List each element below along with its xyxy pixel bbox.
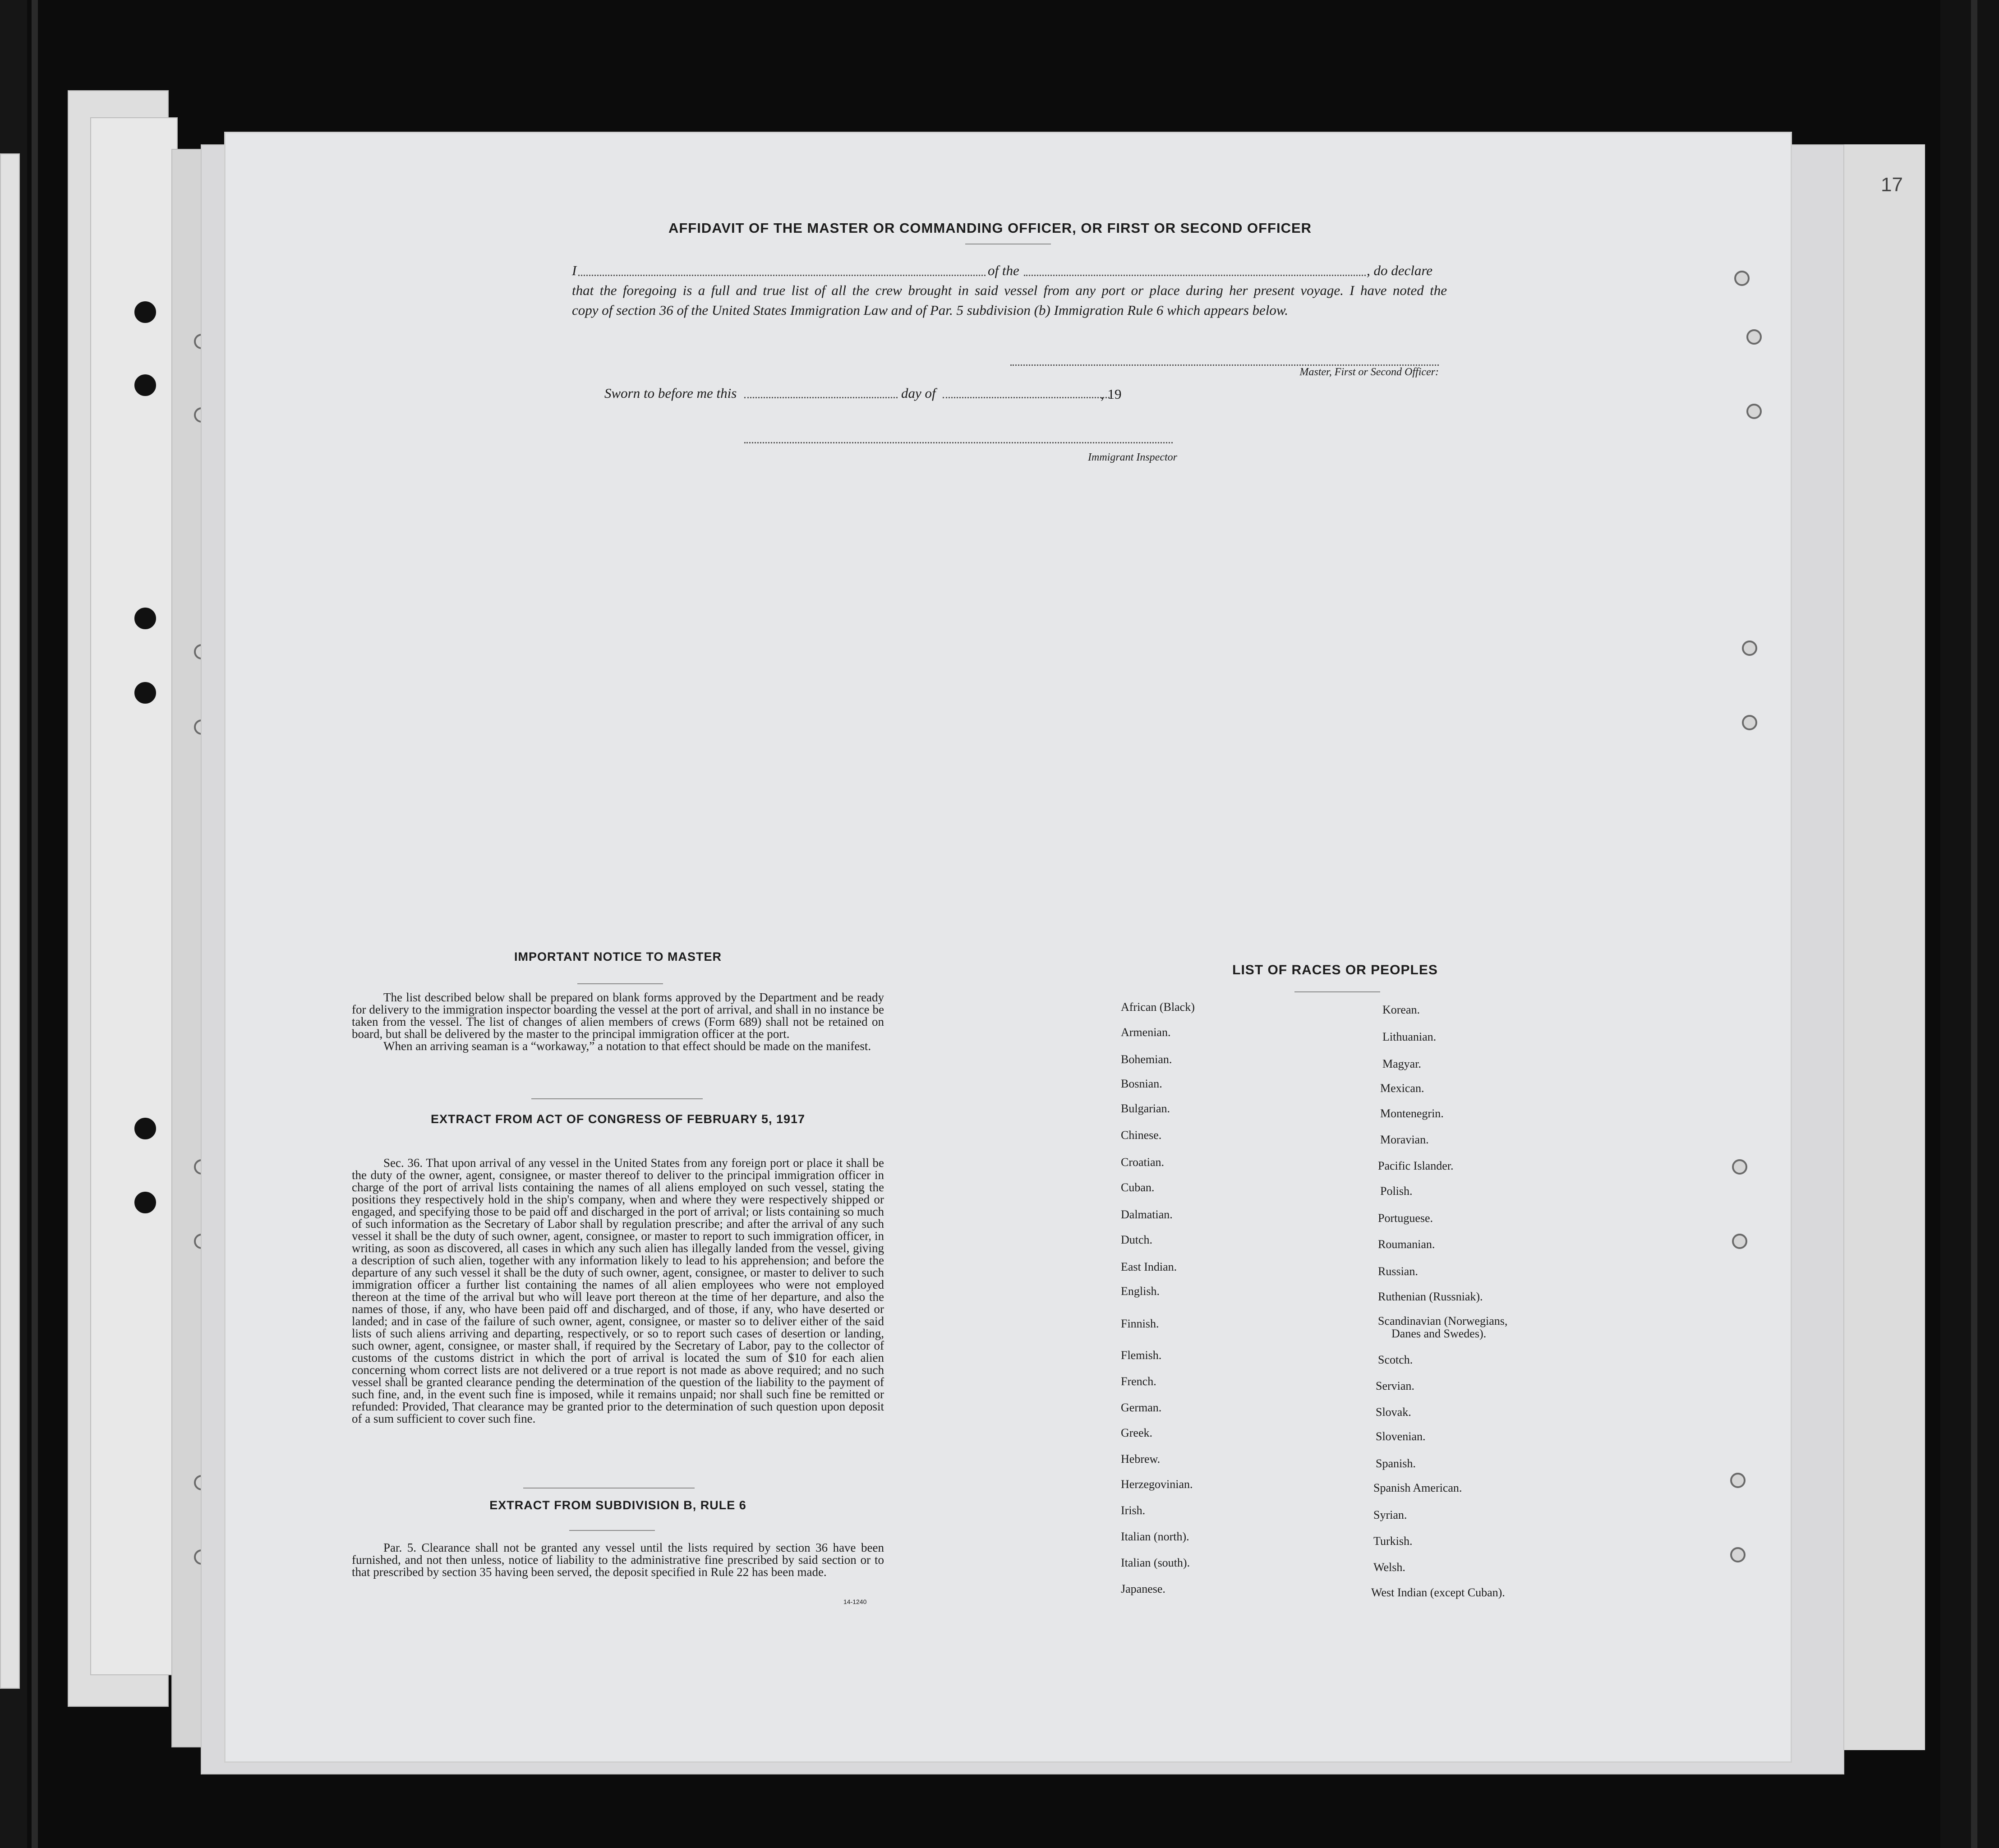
race-item: Syrian. xyxy=(1373,1508,1407,1521)
affidavit-declare: , do declare xyxy=(1367,263,1433,278)
race-item: Dutch. xyxy=(1121,1233,1153,1246)
race-item: Flemish. xyxy=(1121,1349,1162,1362)
race-item: Portuguese. xyxy=(1378,1212,1433,1225)
race-item: Magyar. xyxy=(1382,1057,1421,1070)
race-item: Scotch. xyxy=(1378,1353,1413,1366)
race-item: Lithuanian. xyxy=(1382,1030,1437,1043)
notice-paragraph-1: The list described below shall be prepared on blank forms approved by the Department and be ready for delivery to the immigration inspector boarding the vessel at the port of arrival, and shall in no instance be taken from the vessel. The list of changes of alien members of crews (Form 689) shall not be retained on board, but shall be delivered by the master to the principal immigration officer at the port. xyxy=(352,991,884,1041)
race-item: Japanese. xyxy=(1121,1582,1165,1595)
race-item: Spanish. xyxy=(1376,1457,1416,1470)
affidavit-i: I xyxy=(572,263,577,278)
film-strip-left xyxy=(32,0,38,1848)
race-item: Bohemian. xyxy=(1121,1053,1172,1066)
race-item: Chinese. xyxy=(1121,1129,1162,1142)
races-rule xyxy=(1294,991,1380,992)
affidavit-title: AFFIDAVIT OF THE MASTER OR COMMANDING OFFICER, OR FIRST OR SECOND OFFICER xyxy=(668,220,1312,236)
punch-hole xyxy=(1730,1547,1746,1562)
race-item: East Indian. xyxy=(1121,1260,1177,1273)
race-item: Herzegovinian. xyxy=(1121,1478,1193,1491)
sworn-date-field[interactable] xyxy=(744,397,898,398)
affidavit-line-3: copy of section 36 of the United States Immigration Law and of Par. 5 subdivision (b) Immigration Rule 6 which appears below. xyxy=(572,302,1289,318)
year-label: , 19 xyxy=(1101,386,1122,402)
race-item: Greek. xyxy=(1121,1426,1153,1439)
punch-hole xyxy=(134,301,156,323)
race-item: Montenegrin. xyxy=(1380,1107,1444,1120)
race-item: Servian. xyxy=(1376,1379,1414,1392)
punch-hole xyxy=(134,374,156,396)
punch-hole xyxy=(1742,715,1757,730)
notice-rule xyxy=(577,983,663,984)
vessel-name-field[interactable] xyxy=(1024,275,1366,276)
notice-paragraph-2: When an arriving seaman is a “workaway,” a notation to that effect should be made on the manifest. xyxy=(383,1039,871,1053)
race-item: Dalmatian. xyxy=(1121,1208,1173,1221)
punch-hole xyxy=(1746,404,1762,419)
film-border-right xyxy=(1940,0,1999,1848)
race-item: Italian (north). xyxy=(1121,1530,1189,1543)
extract-rule-subrule xyxy=(569,1530,655,1531)
extract-rule-body xyxy=(352,1542,884,1578)
manifest-sheet xyxy=(226,133,1791,1761)
race-item: Welsh. xyxy=(1373,1561,1405,1574)
race-item: Cuban. xyxy=(1121,1181,1155,1194)
race-item: Korean. xyxy=(1382,1003,1420,1016)
day-of-label: day of xyxy=(901,385,936,401)
section-36-text: Sec. 36. That upon arrival of any vessel in the United States from any foreign port or place it shall be the duty of the owner, agent, consignee, or master thereof to deliver to the principal immigration officer in charge of the port of arrival lists containing the names of all aliens employed on such vessel, stating the positions they respectively hold in the ship's company, when and where they were respectively shipped or engaged, and specifying those to be paid off and discharged in the port of arrival; or lists containing so much of such information as the Secretary of Labor shall by regulation prescribe; and after the arrival of any such vessel it shall be the duty of such owner, agent, consignee, or master to report to such immigration officer, in writing, as soon as discovered, all cases in which any such alien has illegally landed from the vessel, giving a description of such alien, together with any information likely to lead to his apprehension; and before the departure of any such vessel it shall be the duty of such owner, agent, consignee, or master to deliver to such immigration officer a further list containing the names of all alien employees who were not employed thereon at the time of the arrival but who will leave port thereon at the time of her departure, and also the names of those, if any, who have been paid off and discharged, and of those, if any, who have deserted or landed; and in case of the failure of such owner, agent, consignee, or master so to deliver either of the said lists of such aliens arriving and departing, respectively, or so to report such cases of desertion or landing, such owner, agent, consignee, or master shall, if required by the Secretary of Labor, pay to the collector of customs of the customs district in which the port of arrival is located the sum of $10 for each alien concerning whom correct lists are not delivered or a true report is not made as above required; and no such vessel shall be granted clearance pending the determination of the question of the liability to the payment of such fine, and, in the event such fine is imposed, while it remains unpaid; nor shall such fine be remitted or refunded: Provided, That clearance may be granted prior to the determination of such question upon deposit of a sum sufficient to cover such fine. xyxy=(352,1156,884,1425)
race-item: Irish. xyxy=(1121,1504,1146,1517)
punch-hole xyxy=(134,682,156,704)
race-item: Turkish. xyxy=(1373,1535,1413,1548)
punch-hole xyxy=(1734,271,1750,286)
race-item: Danes and Swedes). xyxy=(1391,1327,1487,1340)
extract-act-rule xyxy=(531,1098,703,1099)
race-item: Mexican. xyxy=(1380,1082,1424,1095)
race-item: Hebrew. xyxy=(1121,1452,1161,1465)
race-item: Italian (south). xyxy=(1121,1556,1190,1569)
punch-hole xyxy=(1730,1473,1746,1488)
race-item: Bosnian. xyxy=(1121,1077,1162,1090)
extract-rule-rule xyxy=(523,1488,695,1489)
extract-act-body xyxy=(352,1157,884,1425)
notice-title: IMPORTANT NOTICE TO MASTER xyxy=(514,950,722,963)
race-item: Russian. xyxy=(1378,1265,1418,1278)
race-item: Finnish. xyxy=(1121,1317,1159,1330)
race-item: Ruthenian (Russniak). xyxy=(1378,1290,1483,1303)
race-item: English. xyxy=(1121,1285,1160,1298)
race-item: Spanish American. xyxy=(1373,1481,1462,1494)
affidavit-line-2: that the foregoing is a full and true list of all the crew brought in said vessel from any port or place during her present voyage. I have noted the xyxy=(572,282,1447,298)
notice-body xyxy=(352,991,884,1052)
binder-page-left-2 xyxy=(90,117,178,1675)
sworn-label: Sworn to before me this xyxy=(604,385,737,401)
race-item: French. xyxy=(1121,1375,1156,1388)
punch-hole xyxy=(1732,1159,1747,1175)
inspector-label: Immigrant Inspector xyxy=(1088,452,1177,463)
par-5-text: Par. 5. Clearance shall not be granted any vessel until the lists required by section 36 have been furnished, and not then unless, notice of liability to the administrative fine prescribed by said section or to that prescribed by section 35 having been served, the deposit specified in Rule 22 has been made. xyxy=(352,1541,884,1579)
race-item: African (Black) xyxy=(1121,1000,1195,1014)
race-item: Pacific Islander. xyxy=(1378,1159,1454,1172)
punch-hole xyxy=(134,1118,156,1139)
punch-hole xyxy=(1732,1234,1747,1249)
race-item: German. xyxy=(1121,1401,1162,1414)
master-signature-field[interactable] xyxy=(1010,364,1439,366)
race-item: Slovenian. xyxy=(1376,1430,1426,1443)
margin-mark: 17 xyxy=(1881,174,1903,196)
race-item: Scandinavian (Norwegians, xyxy=(1378,1314,1508,1327)
form-number: 14-1240 xyxy=(843,1598,867,1605)
race-item: Bulgarian. xyxy=(1121,1102,1170,1115)
race-item: Moravian. xyxy=(1380,1133,1429,1146)
race-item: West Indian (except Cuban). xyxy=(1371,1586,1505,1599)
punch-hole xyxy=(1742,641,1757,656)
race-item: Croatian. xyxy=(1121,1156,1165,1169)
master-signature-label: Master, First or Second Officer: xyxy=(1299,366,1439,378)
race-item: Armenian. xyxy=(1121,1026,1171,1039)
extract-act-title: EXTRACT FROM ACT OF CONGRESS OF FEBRUARY 5, 1917 xyxy=(430,1112,806,1126)
affidavit-of-the: of the xyxy=(988,263,1019,278)
sworn-month-field[interactable] xyxy=(943,397,1110,398)
race-item: Slovak. xyxy=(1376,1406,1411,1419)
punch-hole xyxy=(134,608,156,629)
binder-page-far-left xyxy=(0,153,20,1689)
film-strip-right xyxy=(1971,0,1977,1848)
race-item: Roumanian. xyxy=(1378,1238,1435,1251)
punch-hole xyxy=(134,1192,156,1213)
punch-hole xyxy=(1746,329,1762,345)
race-item: Polish. xyxy=(1380,1184,1413,1198)
races-title: LIST OF RACES OR PEOPLES xyxy=(1232,963,1438,977)
extract-rule-title: EXTRACT FROM SUBDIVISION B, RULE 6 xyxy=(489,1498,746,1512)
officer-name-field[interactable] xyxy=(578,275,986,276)
inspector-signature-field[interactable] xyxy=(744,442,1173,443)
